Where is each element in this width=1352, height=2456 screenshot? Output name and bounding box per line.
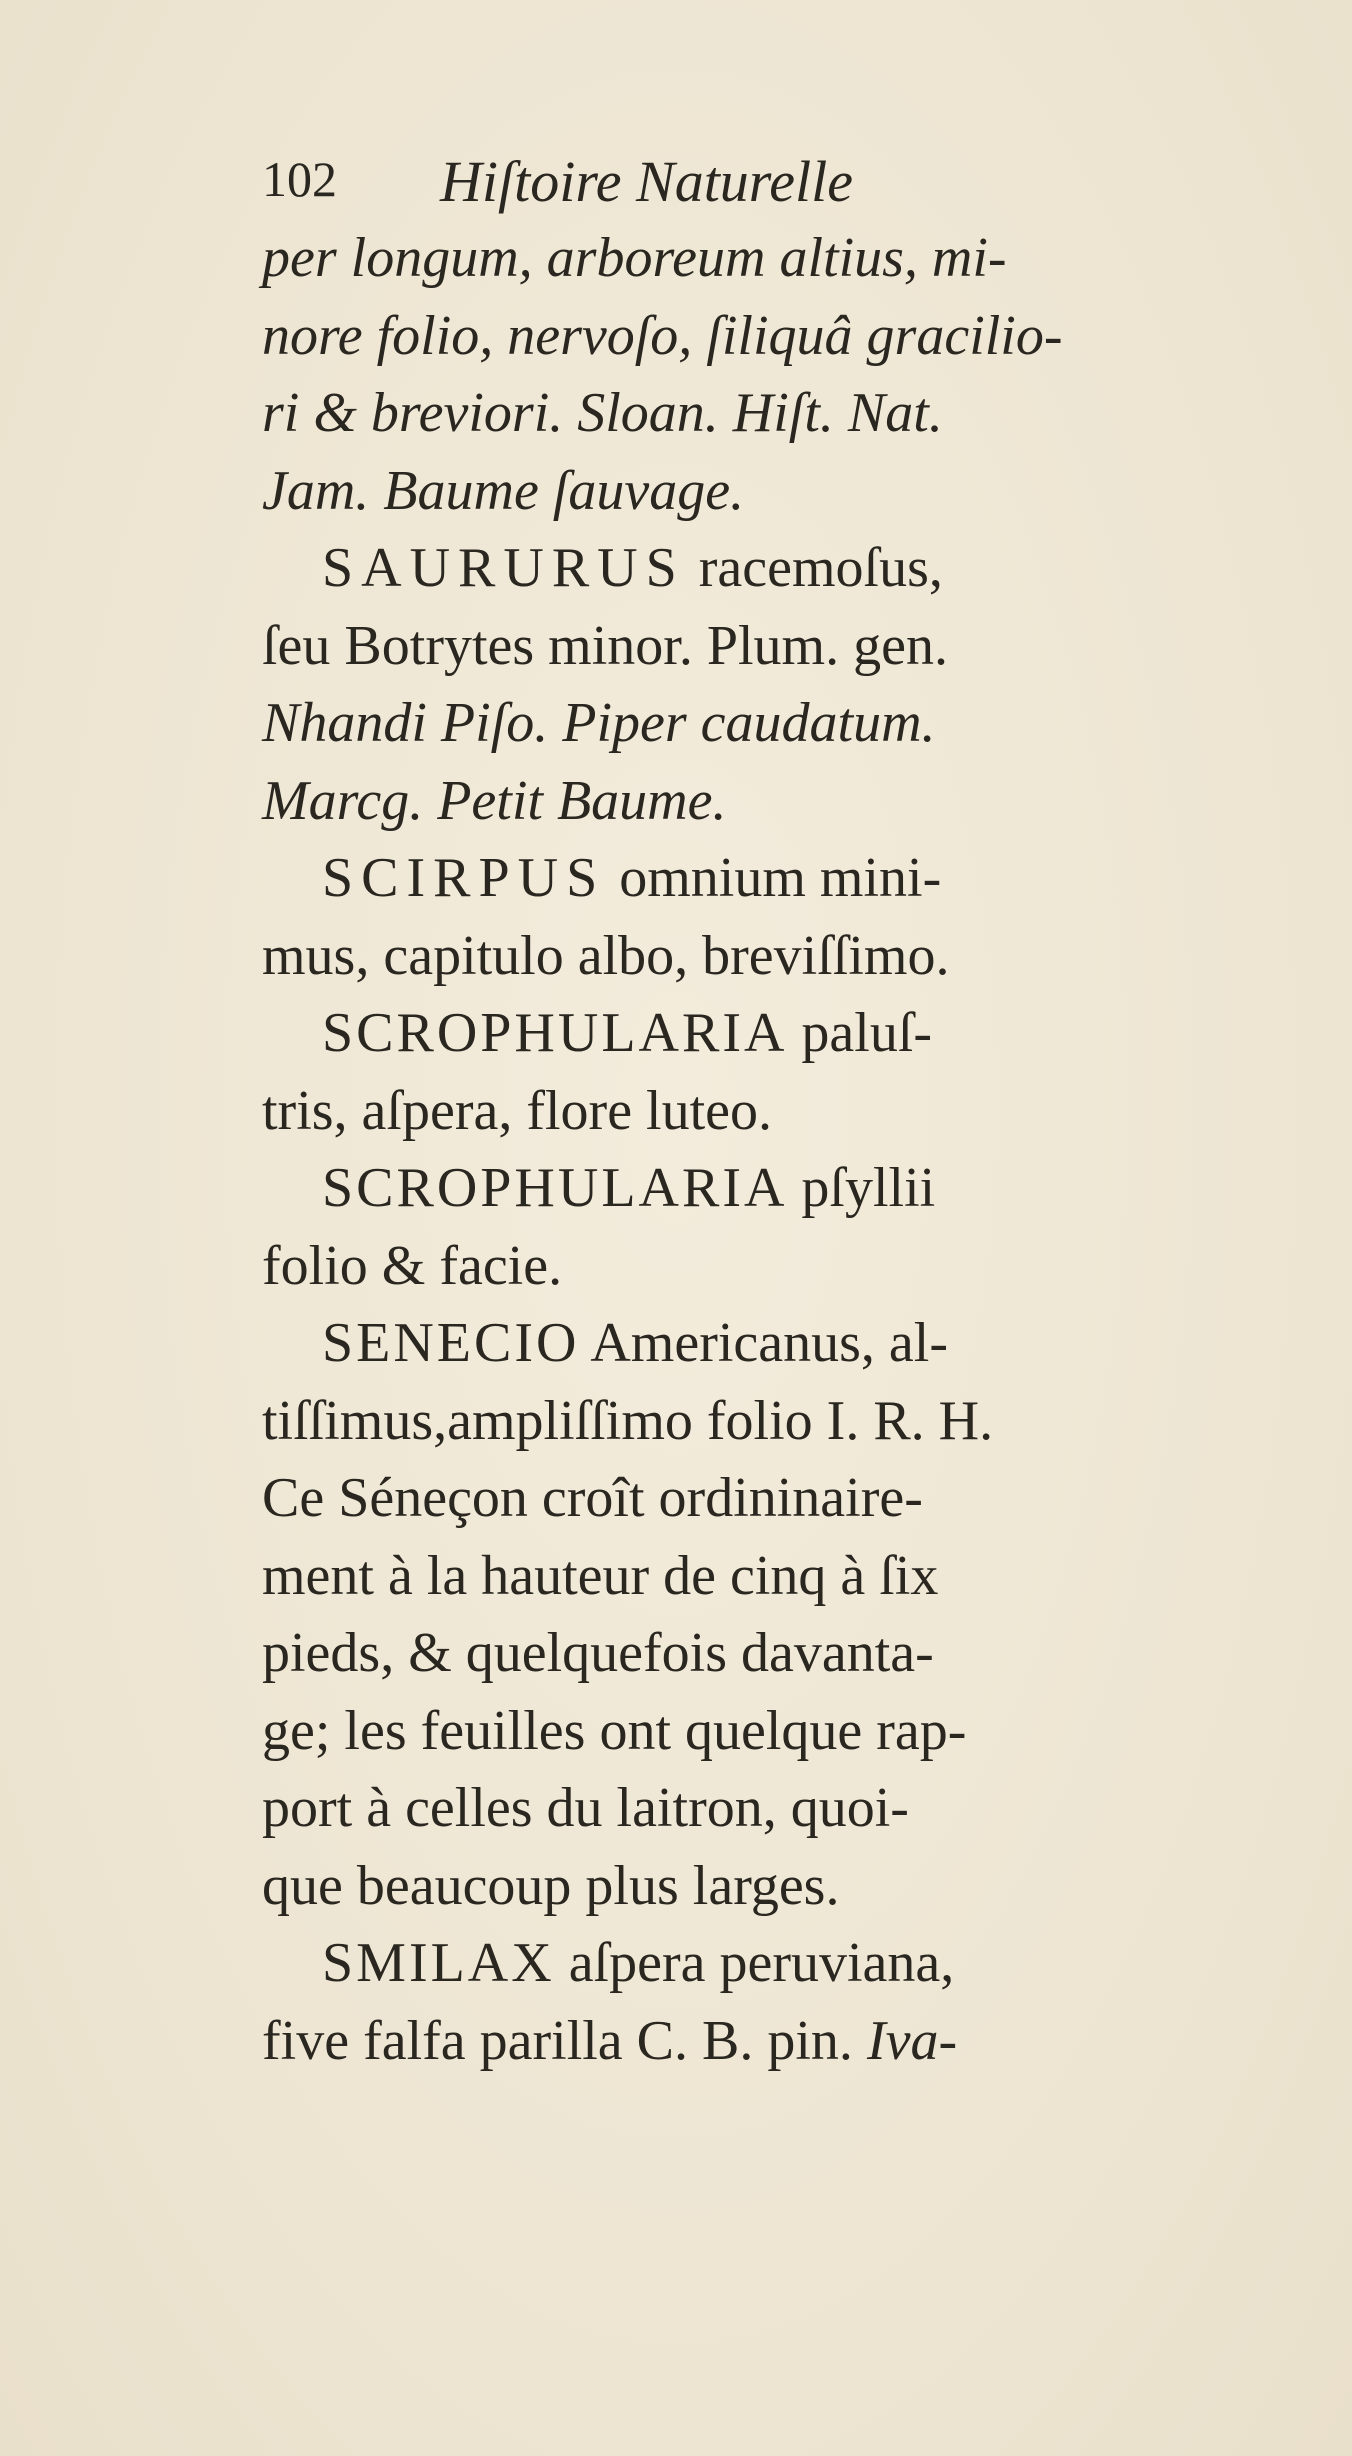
text-line <box>322 1312 948 1374</box>
text-line <box>262 382 943 444</box>
text-line <box>262 1777 909 1839</box>
text-line <box>322 1157 936 1219</box>
text-line <box>262 1079 773 1142</box>
text-line <box>262 1389 994 1452</box>
text-segment: pſyllii <box>787 1157 936 1219</box>
text-segment: ge; les feuilles ont quelque rap- <box>262 1699 967 1762</box>
text-segment: five falfa parilla C. B. pin. <box>262 2009 867 2072</box>
text-line <box>262 227 1007 289</box>
text-segment: Ce Séneçon croît ordininaire- <box>262 1467 923 1529</box>
entry-headword: SMILAX <box>322 1932 555 1994</box>
text-line <box>262 1854 840 1917</box>
text-line <box>262 1544 939 1607</box>
text-segment: ment à la hauteur de cinq à ſix <box>262 1544 939 1607</box>
text-segment: Marcg. Petit Baume. <box>262 769 727 832</box>
text-line <box>322 537 943 599</box>
text-segment: omnium mini- <box>605 847 942 909</box>
text-line <box>262 924 950 987</box>
text-segment: que beaucoup plus larges. <box>262 1854 840 1917</box>
entry-headword: SENECIO <box>322 1312 580 1374</box>
text-segment: tiſſimus,ampliſſimo folio I. R. H. <box>262 1389 994 1452</box>
entry-headword: SCROPHULARIA <box>322 1157 788 1219</box>
text-segment: Jam. Baume ſauvage. <box>262 459 745 522</box>
page-number: 102 <box>262 151 337 207</box>
text-segment: pieds, & quelquefois davanta- <box>262 1622 934 1684</box>
text-segment: ſeu Botrytes minor. Plum. gen. <box>262 614 948 677</box>
entry-headword: SCIRPUS <box>322 847 606 909</box>
text-line <box>322 1932 955 1994</box>
entry-headword: SAURURUS <box>322 537 685 599</box>
text-segment: Nhandi Piſo. Piper caudatum. <box>262 692 936 754</box>
running-title: Hiſtoire Naturelle <box>440 149 853 214</box>
text-line <box>262 1622 934 1684</box>
text-segment: aſpera peruviana, <box>554 1932 955 1994</box>
text-segment: tris, aſpera, flore luteo. <box>262 1079 773 1142</box>
text-segment: port à celles du laitron, quoi- <box>262 1777 909 1839</box>
text-segment: racemoſus, <box>684 537 943 599</box>
text-segment: Americanus, al- <box>579 1312 948 1374</box>
text-line <box>262 614 948 677</box>
text-line <box>322 1002 933 1064</box>
text-line <box>262 692 936 754</box>
text-line <box>262 459 745 522</box>
text-segment: folio & facie. <box>262 1234 563 1297</box>
text-line <box>262 1234 563 1297</box>
text-segment: Iva- <box>866 2009 958 2072</box>
text-line <box>262 304 1063 367</box>
text-segment: paluſ- <box>787 1002 933 1064</box>
text-segment: mus, capitulo albo, breviſſimo. <box>262 924 950 987</box>
text-line <box>322 847 942 909</box>
text-line <box>262 1699 967 1762</box>
text-segment: nore folio, nervoſo, ſiliquâ gracilio- <box>262 304 1063 367</box>
text-line <box>262 2009 958 2072</box>
text-line <box>262 1467 923 1529</box>
text-segment: ri & breviori. Sloan. Hiſt. Nat. <box>262 382 943 444</box>
entry-headword: SCROPHULARIA <box>322 1002 788 1064</box>
text-segment: per longum, arboreum altius, mi- <box>262 227 1007 289</box>
text-line <box>262 769 727 832</box>
